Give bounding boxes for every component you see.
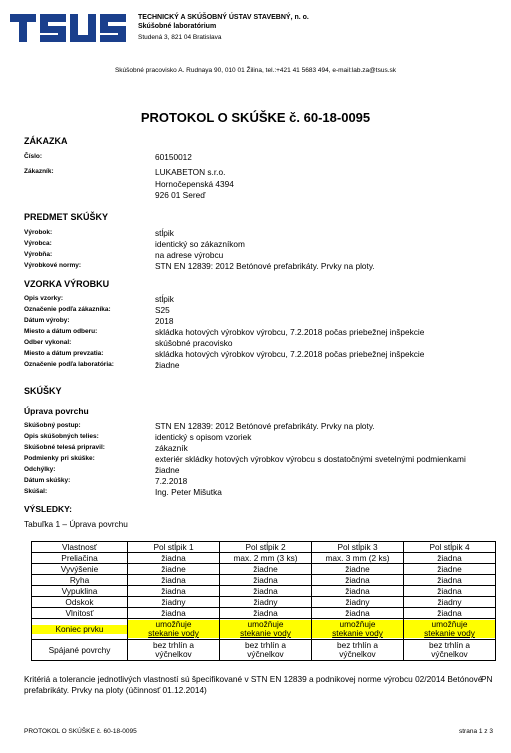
org-address: Studená 3, 821 04 Bratislava — [138, 34, 222, 41]
table-header-cell: Pol stĺpik 4 — [404, 542, 496, 553]
table-cell: Odskok — [32, 597, 128, 608]
table-cell: žiadna — [312, 608, 404, 619]
table-cell: Spájané povrchy — [32, 640, 128, 661]
criteria-note: Kritériá a tolerancie jednotlivých vlastností sú špecifikované v STN EN 12839 a podnikovej norme výrobcu 02/2014 Betónové prefabrikáty. Prvky na ploty (účinnosť 01.12.2014) — [24, 674, 483, 695]
cislo-label: Číslo: — [24, 153, 43, 160]
table-header-cell: Pol stĺpik 1 — [128, 542, 220, 553]
table-header-cell: Vlastnosť — [32, 542, 128, 553]
predmet-label: Výrobňa: — [24, 251, 53, 258]
table-cell: žiadna — [128, 553, 220, 564]
cell-line: bez trhlín a — [336, 640, 379, 650]
branch-contact: Skúšobné pracovisko A. Rudnaya 90, 010 01 Žilina, tel.:+421 41 5683 494, e-mail:lab.za@tsus.sk — [114, 67, 397, 74]
vzorka-label: Označenie podľa zákazníka: — [24, 306, 111, 313]
predmet-label: Výrobkové normy: — [24, 262, 82, 269]
table-cell: Vlnitosť — [32, 608, 128, 619]
skusky-value: STN EN 12839: 2012 Betónové prefabrikáty. Prvky na ploty. — [155, 421, 375, 431]
table-cell: žiadna — [404, 608, 496, 619]
skusky-label: Podmienky pri skúške: — [24, 455, 95, 462]
vzorka-value: S25 — [155, 305, 170, 315]
vzorka-value: skúšobné pracovisko — [155, 338, 233, 348]
table-row — [32, 564, 496, 575]
vzorka-label: Odber vykonal: — [24, 339, 72, 346]
table-row — [32, 586, 496, 597]
table-cell — [128, 619, 220, 640]
table-cell — [128, 640, 220, 661]
table-cell: žiadna — [220, 575, 312, 586]
table-cell: žiadny — [128, 597, 220, 608]
skusky-label: Odchýlky: — [24, 466, 56, 473]
table-cell — [312, 640, 404, 661]
zakaznik-line: Hornočepenská 4394 — [155, 178, 234, 189]
zakaznik-line: LUKABETON s.r.o. — [155, 167, 226, 177]
table-cell: žiadna — [312, 586, 404, 597]
predmet-value: stĺpik — [155, 228, 174, 238]
cell-line: bez trhlín a — [244, 640, 287, 650]
zakaznik-label: Zákazník: — [24, 168, 54, 175]
predmet-value: identický so zákazníkom — [155, 239, 245, 249]
table-caption: Tabuľka 1 – Úprava povrchu — [24, 519, 128, 529]
table-cell: žiadna — [404, 575, 496, 586]
table-row-spajane — [32, 640, 496, 661]
skusky-value: zákazník — [155, 443, 188, 453]
table-cell: žiadna — [404, 553, 496, 564]
zakaznik-line: 926 01 Sereď — [155, 190, 206, 200]
vzorka-label: Dátum výroby: — [24, 317, 70, 324]
predmet-value: STN EN 12839: 2012 Betónové prefabrikáty. Prvky na ploty. — [155, 261, 375, 271]
vzorka-value: 2018 — [155, 316, 174, 326]
table-cell: žiadny — [404, 597, 496, 608]
table-cell — [32, 619, 128, 640]
zakaznik-value — [155, 167, 234, 202]
table-cell — [220, 619, 312, 640]
criteria-note-pn: PN — [481, 674, 493, 684]
vzorka-label: Označenie podľa laboratória: — [24, 361, 114, 368]
skusky-label: Dátum skúšky: — [24, 477, 71, 484]
skusky-value: žiadne — [155, 465, 180, 475]
section-zakazka-heading: ZÁKAZKA — [24, 136, 68, 146]
footer-protocol: PROTOKOL O SKÚŠKE č. 60-18-0095 — [24, 728, 137, 735]
section-vzorka-heading: VZORKA VÝROBKU — [24, 279, 110, 289]
table-cell: žiadna — [220, 608, 312, 619]
table-cell: žiadna — [128, 608, 220, 619]
cell-line: bez trhlín a — [152, 640, 195, 650]
table-cell — [404, 619, 496, 640]
table-header-row — [32, 542, 496, 553]
org-department: Skúšobné laboratórium — [138, 23, 217, 30]
vzorka-label: Opis vzorky: — [24, 295, 64, 302]
table-row — [32, 597, 496, 608]
table-row — [32, 553, 496, 564]
table-cell: Vypuklina — [32, 586, 128, 597]
vzorka-value: skládka hotových výrobkov výrobcu, 7.2.2018 počas priebežnej inšpekcie — [155, 349, 425, 359]
section-skusky-heading: SKÚŠKY — [24, 386, 62, 396]
cislo-value: 60150012 — [155, 152, 192, 162]
skusky-subheading: Úprava povrchu — [24, 406, 89, 416]
table-cell: Vyvýšenie — [32, 564, 128, 575]
cell-line: výčnelkov — [155, 649, 192, 659]
skusky-label: Skúšal: — [24, 488, 48, 495]
table-cell: max. 3 mm (2 ks) — [312, 553, 404, 564]
skusky-value: Ing. Peter Mišutka — [155, 487, 222, 497]
table-cell: žiadne — [220, 564, 312, 575]
table-cell: žiadne — [128, 564, 220, 575]
table-cell: max. 2 mm (3 ks) — [220, 553, 312, 564]
table-cell: žiadne — [312, 564, 404, 575]
cell-line: umožňuje — [404, 620, 495, 629]
table-cell: žiadna — [128, 575, 220, 586]
table-header-cell: Pol stĺpik 2 — [220, 542, 312, 553]
vzorka-label: Miesto a dátum prevzatia: — [24, 350, 104, 357]
skusky-value: 7.2.2018 — [155, 476, 188, 486]
vzorka-value: skládka hotových výrobkov výrobcu, 7.2.2018 počas priebežnej inšpekcie — [155, 327, 425, 337]
org-name: TECHNICKÝ A SKÚŠOBNÝ ÚSTAV STAVEBNÝ, n. o. — [138, 14, 309, 21]
predmet-label: Výrobca: — [24, 240, 52, 247]
table-cell: žiadna — [312, 575, 404, 586]
table-cell — [312, 619, 404, 640]
predmet-label: Výrobok: — [24, 229, 53, 236]
skusky-label: Opis skúšobných telies: — [24, 433, 99, 440]
tsus-logo — [10, 10, 130, 46]
predmet-value: na adrese výrobcu — [155, 250, 224, 260]
table-cell: žiadne — [404, 564, 496, 575]
cell-line: umožňuje — [128, 620, 219, 629]
page-title: PROTOKOL O SKÚŠKE č. 60-18-0095 — [140, 110, 371, 125]
vzorka-value: žiadne — [155, 360, 180, 370]
table-cell: žiadna — [128, 586, 220, 597]
table-cell — [404, 640, 496, 661]
table-cell: Preliačina — [32, 553, 128, 564]
table-header-cell: Pol stĺpik 3 — [312, 542, 404, 553]
cell-line: umožňuje — [312, 620, 403, 629]
skusky-value: identický s opisom vzoriek — [155, 432, 252, 442]
table-cell: žiadny — [220, 597, 312, 608]
table-cell — [220, 640, 312, 661]
cell-line: stekanie vody — [128, 629, 219, 638]
table-cell: žiadna — [220, 586, 312, 597]
results-table — [31, 541, 496, 661]
table-cell: žiadna — [404, 586, 496, 597]
vzorka-value: stĺpik — [155, 294, 174, 304]
koniec-label: Koniec prvku — [32, 625, 127, 634]
skusky-label: Skúšobný postup: — [24, 422, 81, 429]
table-cell: Ryha — [32, 575, 128, 586]
skusky-label: Skúšobné telesá pripravil: — [24, 444, 105, 451]
cell-line: výčnelkov — [339, 649, 376, 659]
cell-line: stekanie vody — [220, 629, 311, 638]
table-row — [32, 575, 496, 586]
cell-line: výčnelkov — [247, 649, 284, 659]
table-row — [32, 608, 496, 619]
vysledky-heading: VÝSLEDKY: — [24, 504, 73, 514]
cell-line: umožňuje — [220, 620, 311, 629]
section-predmet-heading: PREDMET SKÚŠKY — [24, 212, 109, 222]
table-row-koniec — [32, 619, 496, 640]
cell-line: stekanie vody — [404, 629, 495, 638]
cell-line: stekanie vody — [312, 629, 403, 638]
cell-line: bez trhlín a — [428, 640, 471, 650]
skusky-value: exteriér skládky hotových výrobkov výrobcu s dostatočnými svetelnými podmienkami — [155, 454, 466, 464]
footer-page-number: strana 1 z 3 — [459, 728, 493, 735]
vzorka-label: Miesto a dátum odberu: — [24, 328, 98, 335]
table-cell: žiadny — [312, 597, 404, 608]
cell-line: výčnelkov — [431, 649, 468, 659]
